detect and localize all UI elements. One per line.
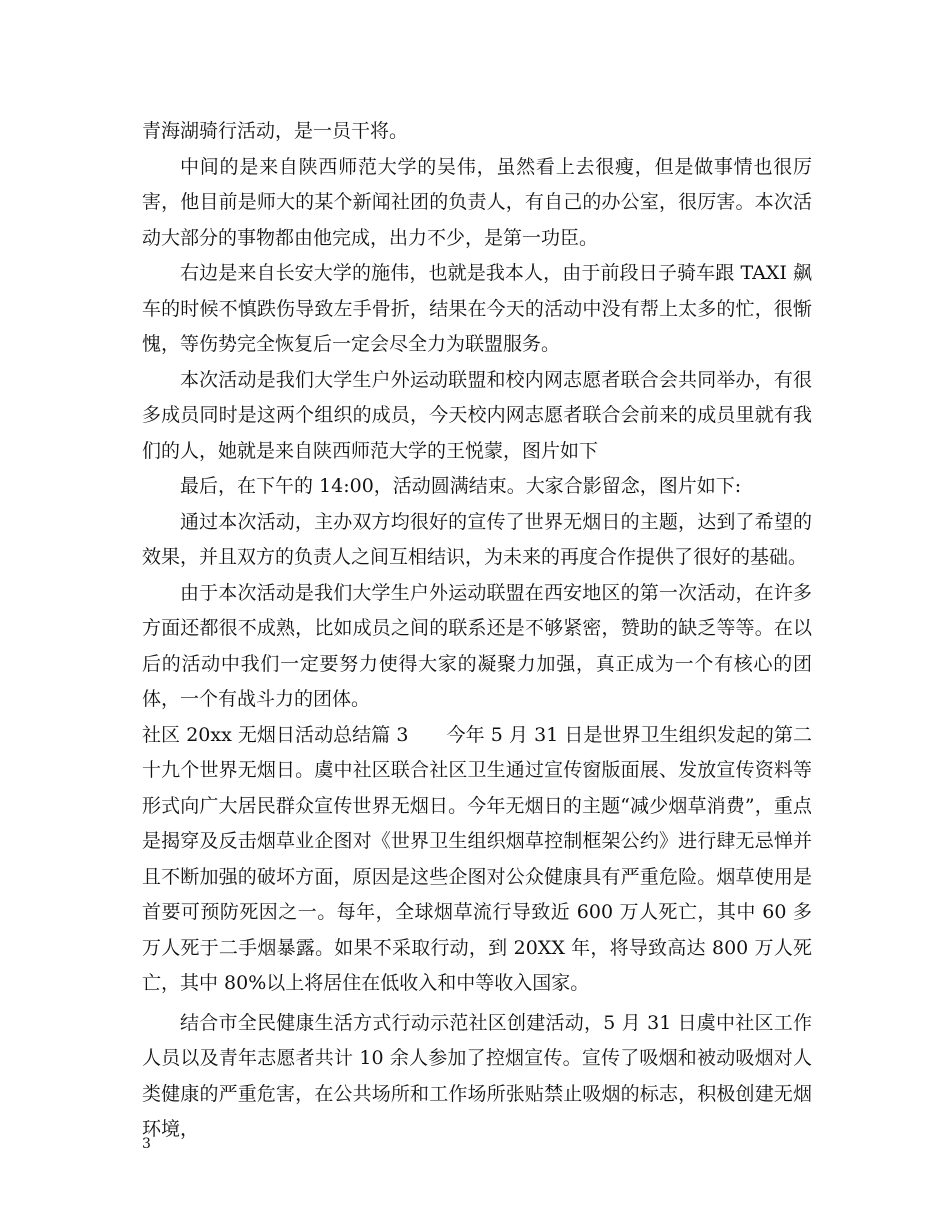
paragraph-continuation: 青海湖骑行活动，是一员干将。 [142, 120, 409, 142]
paragraph-shi-wei: 右边是来自长安大学的施伟，也就是我本人，由于前段日子骑车跟 TAXI 飙车的时候不慎跌伤导致左手骨折，结果在今天的活动中没有帮上太多的忙，很惭愧，等伤势完全恢复后一定会尽全力为联盟服务。 [142, 262, 812, 355]
paragraph-result: 通过本次活动，主办双方均很好的宣传了世界无烟日的主题，达到了希望的效果，并且双方的负责人之间互相结识，为未来的再度合作提供了很好的基础。 [142, 510, 812, 568]
paragraph-joint-event: 本次活动是我们大学生户外运动联盟和校内网志愿者联合会共同举办，有很多成员同时是这两个组织的成员，今天校内网志愿者联合会前来的成员里就有我们的人，她就是来自陕西师范大学的王悦蒙，图片如下 [142, 368, 812, 462]
document-body [142, 114, 812, 1148]
paragraph-section-3: 社区 20xx 无烟日活动总结篇 3 今年 5 月 31 日是世界卫生组织发起的第二十九个世界无烟日。虞中社区联合社区卫生通过宣传窗版面展、发放宣传资料等形式向广大居民群众宣传世界无烟日。今年无烟日的主题“减少烟草消费”，重点是揭穿及反击烟草业企图对《世界卫生组织烟草控制框架公约》进行肆无忌惮并且不断加强的破坏方面，原因是这些企图对公众健康具有严重危险。烟草使用是首要可预防死因之一。每年，全球烟草流行导致近 600 万人死亡，其中 60 多万人死于二手烟暴露。如果不采取行动，到 20XX 年，将导致高达 800 万人死亡，其中 80%以上将居住在低收入和中等收入国家。 [142, 723, 812, 994]
paragraph-community-action: 结合市全民健康生活方式行动示范社区创建活动，5 月 31 日虞中社区工作人员以及青年志愿者共计 10 余人参加了控烟宣传。宣传了吸烟和被动吸烟对人类健康的严重危害，在公共场所和工作场所张贴禁止吸烟的标志，积极创建无烟环境， [142, 1011, 812, 1140]
paragraph-wu-wei: 中间的是来自陕西师范大学的吴伟，虽然看上去很瘦，但是做事情也很厉害，他目前是师大的某个新闻社团的负责人，有自己的办公室，很厉害。本次活动大部分的事物都由他完成，出力不少，是第一功臣。 [142, 155, 812, 249]
page-number: 3 [142, 1136, 151, 1152]
paragraph-ending: 最后，在下午的 14:00，活动圆满结束。大家合影留念，图片如下: [180, 475, 742, 497]
paragraph-reflection: 由于本次活动是我们大学生户外运动联盟在西安地区的第一次活动，在许多方面还都很不成熟，比如成员之间的联系还是不够紧密，赞助的缺乏等等。在以后的活动中我们一定要努力使得大家的凝聚力加强，真正成为一个有核心的团体，一个有战斗力的团体。 [142, 581, 812, 710]
